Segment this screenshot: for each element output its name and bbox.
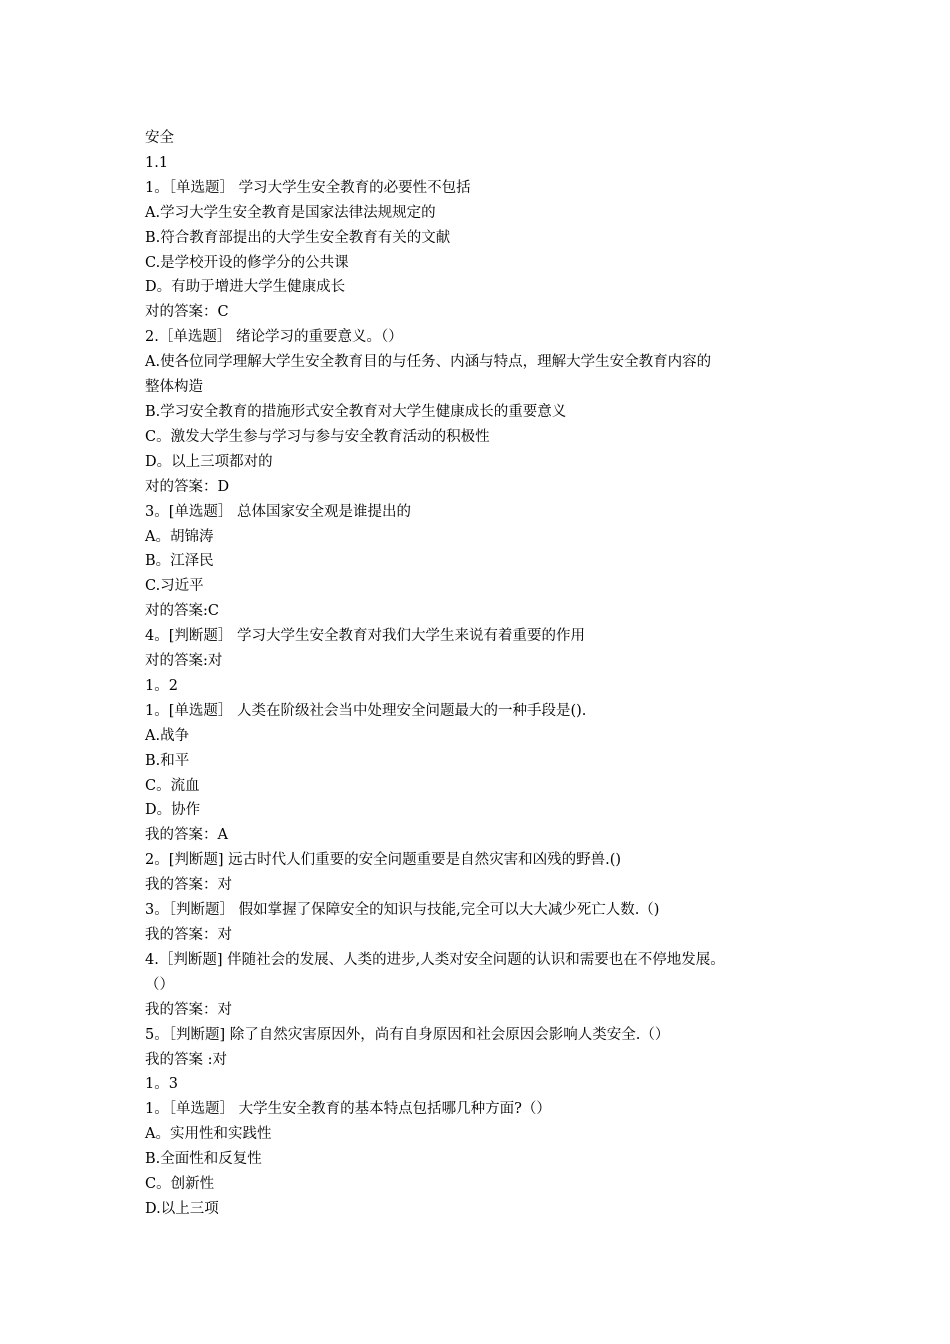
option-text-continued: 整体构造 xyxy=(145,379,203,396)
question-text: 1。［单选题］ 学习大学生安全教育的必要性不包括 xyxy=(145,179,471,196)
option-text: D。有助于增进大学生健康成长 xyxy=(145,279,346,296)
question-text: 1。［单选题］ 大学生安全教育的基本特点包括哪几种方面?（） xyxy=(145,1101,551,1118)
option-text: A.战争 xyxy=(145,727,190,744)
option-text: A。实用性和实践性 xyxy=(145,1126,272,1143)
question-text: 3。［判断题］ 假如掌握了保障安全的知识与技能,完全可以大大减少死亡人数.（) xyxy=(145,902,660,919)
answer-text: 我的答案：A xyxy=(145,827,228,844)
option-text: B.全面性和反复性 xyxy=(145,1151,262,1168)
option-text: C.是学校开设的修学分的公共课 xyxy=(145,254,349,271)
option-text: B.符合教育部提出的大学生安全教育有关的文献 xyxy=(145,229,451,246)
section-heading: 1.1 xyxy=(145,154,169,171)
question-text: 1。[单选题］ 人类在阶级社会当中处理安全问题最大的一种手段是(). xyxy=(145,702,587,719)
answer-text: 对的答案:C xyxy=(145,603,219,620)
option-text: D。以上三项都对的 xyxy=(145,453,273,470)
question-text: 2。[判断题] 远古时代人们重要的安全问题重要是自然灾害和凶残的野兽.() xyxy=(145,852,622,869)
option-text: B.和平 xyxy=(145,752,190,769)
section-heading: 1。3 xyxy=(145,1076,178,1093)
option-text: C。创新性 xyxy=(145,1176,215,1193)
question-text: 2.［单选题］ 绪论学习的重要意义。（） xyxy=(145,329,403,346)
doc-title: 安全 xyxy=(145,130,174,146)
question-text: 3。[单选题］ 总体国家安全观是谁提出的 xyxy=(145,503,411,520)
answer-text: 我的答案：对 xyxy=(145,927,232,943)
answer-text: 对的答案：D xyxy=(145,478,230,495)
option-text: C。激发大学生参与学习与参与安全教育活动的积极性 xyxy=(145,428,490,445)
option-text: D。协作 xyxy=(145,802,201,819)
answer-text: 我的答案：对 xyxy=(145,1001,232,1018)
section-heading: 1。2 xyxy=(145,677,178,694)
option-text: C.习近平 xyxy=(145,578,204,595)
answer-text: 我的答案：对 xyxy=(145,877,232,894)
answer-text: 我的答案 :对 xyxy=(145,1051,227,1068)
question-text: 4。[判断题］ 学习大学生安全教育对我们大学生来说有着重要的作用 xyxy=(145,628,585,645)
answer-text: 对的答案：C xyxy=(145,304,229,321)
answer-text: 对的答案:对 xyxy=(145,653,223,670)
option-text: C。流血 xyxy=(145,777,200,794)
option-text: A。胡锦涛 xyxy=(145,528,214,545)
question-text: 5。［判断题] 除了自然灾害原因外，尚有自身原因和社会原因会影响人类安全.（） xyxy=(145,1026,670,1043)
option-text: B.学习安全教育的措施形式安全教育对大学生健康成长的重要意义 xyxy=(145,403,567,420)
option-text: D.以上三项 xyxy=(145,1200,219,1217)
option-text: A.学习大学生安全教育是国家法律法规规定的 xyxy=(145,204,436,221)
question-text: 4.［判断题] 伴随社会的发展、人类的进步,人类对安全问题的认识和需要也在不停地发展。 xyxy=(145,951,725,968)
option-text: A.使各位同学理解大学生安全教育目的与任务、内涵与特点，理解大学生安全教育内容的 xyxy=(145,354,712,371)
question-text-continued: （） xyxy=(145,976,174,993)
option-text: B。江泽民 xyxy=(145,553,214,570)
